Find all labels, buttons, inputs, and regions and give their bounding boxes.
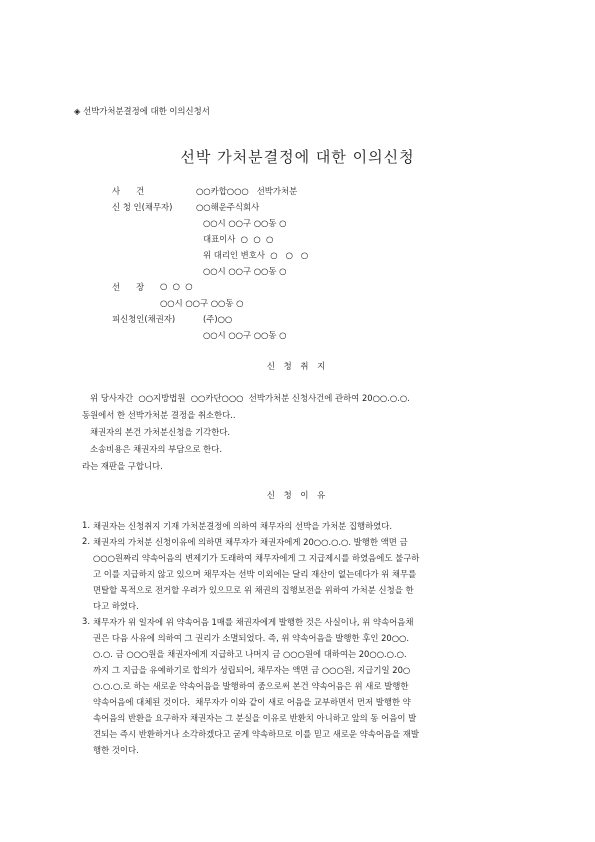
applicant-label: 신 청 인(채무자) [112,202,173,212]
reason-number: 3. [82,616,90,626]
respondent-name: (주)○○ [203,314,233,324]
reason-line: ○○○원짜리 약속어음의 변제기가 도래하여 채무자에게 그 지급제시를 하였음에도 불구하 [93,553,420,563]
reason-line: 채권자의 가처분 신청이유에 의하면 채무자가 채권자에게 20○○.○.○. 발행한 액면 금 [93,537,408,547]
reason-line: 견되는 즉시 반환하거나 소각하겠다고 굳게 약속하므로 이를 믿고 새로운 약속어음을 재발 [93,729,419,739]
respondent-address: ○○시 ○○구 ○○동 ○ [203,330,287,340]
applicant-attorney-address: ○○시 ○○구 ○○동 ○ [203,266,287,276]
applicant-attorney: 위 대리인 변호사 ○ ○ ○ [203,250,309,260]
header-note: ◈ 선박가처분결정에 대한 이의신청서 [74,106,210,116]
reason-line: 권은 다음 사유에 의하여 그 권리가 소멸되었다. 즉, 위 약속어음을 발행한 후인 20○○. [93,633,410,643]
reason-number: 2. [82,536,90,546]
reason-line: 채권자는 신청취지 기재 가처분결정에 의하여 채무자의 선박을 가처분 집행하였다. [93,521,393,531]
purpose-line: 채권자의 본건 가처분신청을 기각한다. [90,427,231,437]
reason-line: 행한 것이다. [93,745,139,755]
document-title: 선박 가처분결정에 대한 이의신청 [180,148,415,166]
case-value: ○○카합○○○ 선박가처분 [196,186,298,196]
purpose-line: 위 당사자간 ○○지방법원 ○○카단○○○ 선박가처분 신청사건에 관하여 20○○.○.○. [90,393,410,403]
reason-heading: 신 청 이 유 [266,490,329,500]
reason-line: ○.○. 금 ○○○원을 채권자에게 지급하고 나머지 금 ○○○원에 대하여는 20○○.○.○. [93,649,407,659]
reason-line: 고 이를 지급하지 않고 있으며 채무자는 선박 이외에는 달리 재산이 없는데다가 위 채무를 [93,569,417,579]
case-label: 사 건 [112,186,145,196]
applicant-representative: 대표이사 ○ ○ ○ [203,234,274,244]
reason-number: 1. [82,520,90,530]
applicant-address: ○○시 ○○구 ○○동 ○ [203,218,287,228]
reason-line: 약속어음에 대체된 것이다. 채무자가 이와 같이 새로 어음을 교부하면서 먼저 발행한 약 [93,697,411,707]
purpose-heading: 신 청 취 지 [266,361,329,371]
reason-line: 까지 그 지급을 유예하기로 합의가 성립되어, 채무자는 액면 금 ○○○원, 지급기일 20○ [93,665,411,675]
captain-name: ○ ○ ○ [160,281,193,291]
reason-line: 채무자가 위 일자에 위 약속어음 1매를 채권자에게 발행한 것은 사실이나, 위 약속어음채 [93,617,414,627]
purpose-line: 라는 재판을 구합니다. [82,461,163,471]
respondent-label: 피신청인(채권자) [112,314,176,324]
purpose-line: 소송비용은 채권자의 부담으로 한다. [90,444,223,454]
applicant-name: ○○해운주식회사 [196,202,260,212]
captain-address: ○○시 ○○구 ○○동 ○ [160,298,244,308]
purpose-line: 동원에서 한 선박가처분 결정을 취소한다.. [82,410,236,420]
reason-line: ○.○.○.로 하는 새로운 약속어음을 발행하여 줌으로써 본건 약속어음은 위 새로 발행한 [93,681,409,691]
captain-label: 선 장 [112,282,145,292]
reason-line: 다고 하였다. [93,601,139,611]
reason-line: 면탈할 목적으로 전거할 우려가 있으므로 위 채권의 집행보전을 위하여 가처분 신청을 한 [93,585,414,595]
reason-line: 속어음의 반환을 요구하자 채권자는 그 분실을 이유로 반환치 아니하고 앞의 동 어음이 발 [93,713,417,723]
